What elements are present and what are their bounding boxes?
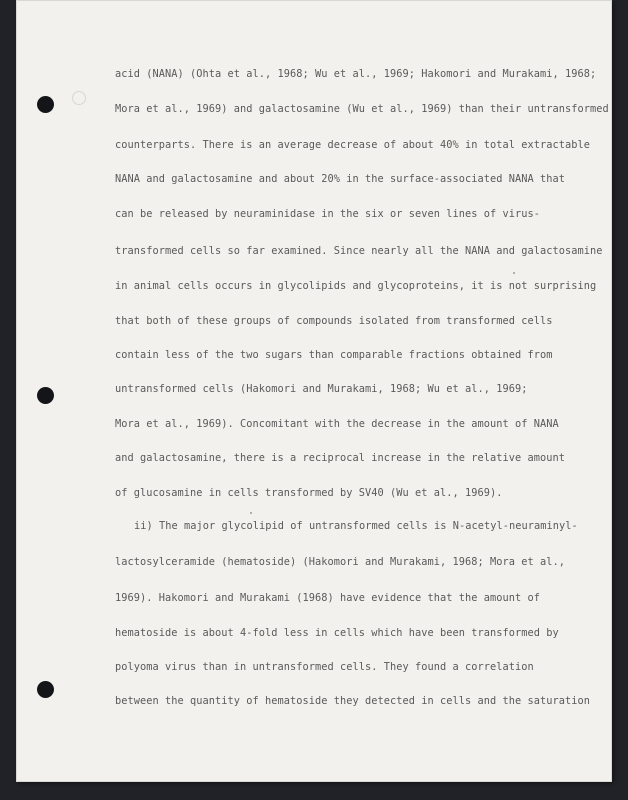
- text-line: Mora et al., 1969). Concomitant with the decrease in the amount of NANA: [115, 418, 559, 430]
- typewritten-page: [16, 0, 612, 782]
- text-line: that both of these groups of compounds isolated from transformed cells: [115, 315, 553, 327]
- text-line: can be released by neuraminidase in the six or seven lines of virus-: [115, 208, 540, 220]
- text-line: hematoside is about 4-fold less in cells which have been transformed by: [115, 627, 559, 639]
- text-line: of glucosamine in cells transformed by SV40 (Wu et al., 1969).: [115, 487, 503, 499]
- text-line: transformed cells so far examined. Since nearly all the NANA and galactosamine: [115, 245, 603, 257]
- text-line: 1969). Hakomori and Murakami (1968) have evidence that the amount of: [115, 592, 540, 604]
- text-line: in animal cells occurs in glycolipids and glycoproteins, it is not surprising: [115, 280, 597, 292]
- body-text: [16, 0, 612, 782]
- text-line: contain less of the two sugars than comparable fractions obtained from: [115, 349, 553, 361]
- text-line: NANA and galactosamine and about 20% in the surface-associated NANA that: [115, 173, 565, 185]
- text-line: lactosylceramide (hematoside) (Hakomori and Murakami, 1968; Mora et al.,: [115, 556, 565, 568]
- text-line: acid (NANA) (Ohta et al., 1968; Wu et al., 1969; Hakomori and Murakami, 1968;: [115, 68, 597, 80]
- text-line: counterparts. There is an average decrease of about 40% in total extractable: [115, 139, 590, 151]
- text-line: Mora et al., 1969) and galactosamine (Wu et al., 1969) than their untransformed: [115, 103, 609, 115]
- text-line: polyoma virus than in untransformed cells. They found a correlation: [115, 661, 534, 673]
- text-line: ii) The major glycolipid of untransformed cells is N-acetyl-neuraminyl-: [134, 520, 578, 532]
- text-line: untransformed cells (Hakomori and Murakami, 1968; Wu et al., 1969;: [115, 383, 528, 395]
- text-line: between the quantity of hematoside they detected in cells and the saturation: [115, 695, 590, 707]
- text-line: and galactosamine, there is a reciprocal increase in the relative amount: [115, 452, 565, 464]
